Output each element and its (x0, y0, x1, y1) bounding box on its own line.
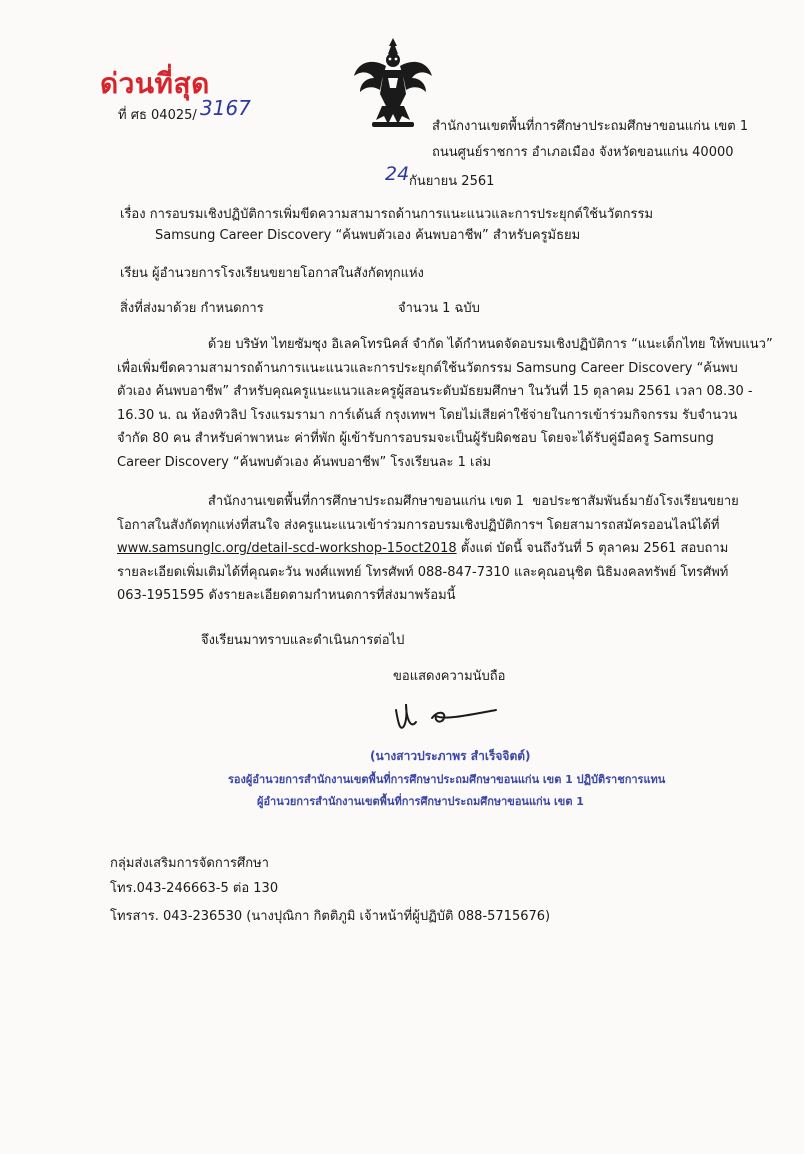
footer-fax: โทรสาร. 043-236530 (นางปุณิกา กิตติภูมิ เจ้าหน้าที่ผู้ปฏิบัติ 088-5715676) (110, 909, 551, 924)
registration-link[interactable]: www.samsunglc.org/detail-scd-workshop-15oct2018 (117, 541, 457, 556)
body-text-line: Career Discovery “ค้นพบตัวเอง ค้นพบอาชีพ” โรงเรียนละ 1 เล่ม (117, 454, 492, 470)
attachment-label: สิ่งที่ส่งมาด้วย กำหนดการ (120, 301, 264, 316)
body-text-line: โอกาสในสังกัดทุกแห่งที่สนใจ ส่งครูแนะแนวเข้าร่วมการอบรมเชิงปฏิบัติการฯ โดยสามารถสมัครออนไลน์ได้ที่ (117, 517, 720, 533)
body-text-line: จำกัด 80 คน สำหรับค่าพาหนะ ค่าที่พัก ผู้เข้ารับการอบรมจะเป็นผู้รับผิดชอบ โดยจะได้รับคู่มือครู Samsung (117, 431, 714, 446)
body-text-line: 063-1951595 ดังรายละเอียดตามกำหนดการที่ส่งมาพร้อมนี้ (117, 588, 456, 603)
address-line-2: ถนนศูนย์ราชการ อำเภอเมือง จังหวัดขอนแก่น 40000 (432, 145, 734, 160)
date-month-year: กันยายน 2561 (409, 174, 495, 189)
closing-line: จึงเรียนมาทราบและดำเนินการต่อไป (201, 633, 405, 648)
signatory-position-1: รองผู้อำนวยการสำนักงานเขตพื้นที่การศึกษาประถมศึกษาขอนแก่น เขต 1 ปฏิบัติราชการแทน (228, 773, 666, 786)
footer-department: กลุ่มส่งเสริมการจัดการศึกษา (110, 856, 269, 871)
body-text-line: รายละเอียดเพิ่มเติมได้ที่คุณตะวัน พงศ์แพทย์ โทรศัพท์ 088-847-7310 และคุณอนุชิต นิธิมงคลทรัพย์ โทรศัพท์ (117, 564, 729, 580)
doc-number-handwritten: 3167 (200, 96, 251, 120)
urgent-stamp: ด่วนที่สุด (100, 67, 210, 100)
body-paragraph-1 (117, 333, 773, 474)
subject-line-1: เรื่อง การอบรมเชิงปฏิบัติการเพิ่มขีดความสามารถด้านการแนะแนวและการประยุกต์ใช้นวัตกรรม (120, 207, 654, 222)
address-line-1: สำนักงานเขตพื้นที่การศึกษาประถมศึกษาขอนแก่น เขต 1 (432, 119, 749, 134)
salutation: เรียน ผู้อำนวยการโรงเรียนขยายโอกาสในสังกัดทุกแห่ง (120, 266, 424, 281)
body-text-line (117, 537, 739, 561)
date-day-handwritten: 24 (385, 163, 410, 185)
body-text-line: 16.30 น. ณ ห้องทิวลิป โรงแรมรามา การ์เด้นส์ กรุงเทพฯ โดยไม่เสียค่าใช้จ่ายในการเข้าร่วมกิจกรรม รับจำนวน (117, 407, 738, 423)
signatory-position-2: ผู้อำนวยการสำนักงานเขตพื้นที่การศึกษาประถมศึกษาขอนแก่น เขต 1 (257, 795, 584, 808)
body-text-line: ตัวเอง ค้นพบอาชีพ” สำหรับคุณครูแนะแนวและครูผู้สอนระดับมัธยมศึกษา ในวันที่ 15 ตุลาคม 2561 เวลา 08.30 - (117, 384, 753, 399)
body-text-fragment: ตั้งแต่ บัดนี้ จนถึงวันที่ 5 ตุลาคม 2561 สอบถาม (456, 541, 729, 556)
closing-regards: ขอแสดงความนับถือ (393, 669, 506, 684)
garuda-emblem-icon (352, 36, 434, 130)
footer-telephone: โทร.043-246663-5 ต่อ 130 (110, 881, 279, 896)
doc-number-label: ที่ ศธ 04025/ (118, 108, 197, 123)
body-text-line: ด้วย บริษัท ไทยซัมซุง อิเลคโทรนิคส์ จำกัด ได้กำหนดจัดอบรมเชิงปฏิบัติการ “แนะเด็กไทย ให้พบแนว” (117, 337, 773, 352)
subject-line-2: Samsung Career Discovery “ค้นพบตัวเอง ค้นพบอาชีพ” สำหรับครูมัธยม (155, 228, 581, 243)
handwritten-signature (392, 692, 502, 740)
signatory-name: (นางสาวประภาพร สำเร็จจิตต์) (370, 749, 531, 763)
body-text-line: สำนักงานเขตพื้นที่การศึกษาประถมศึกษาขอนแก่น เขต 1 ขอประชาสัมพันธ์มายังโรงเรียนขยาย (117, 494, 739, 509)
body-paragraph-2 (117, 490, 739, 608)
attachment-quantity: จำนวน 1 ฉบับ (398, 301, 480, 316)
body-text-line: เพื่อเพิ่มขีดความสามารถด้านการแนะแนวและการประยุกต์ใช้นวัตกรรม Samsung Career Discovery “ค้นพบ (117, 360, 738, 376)
